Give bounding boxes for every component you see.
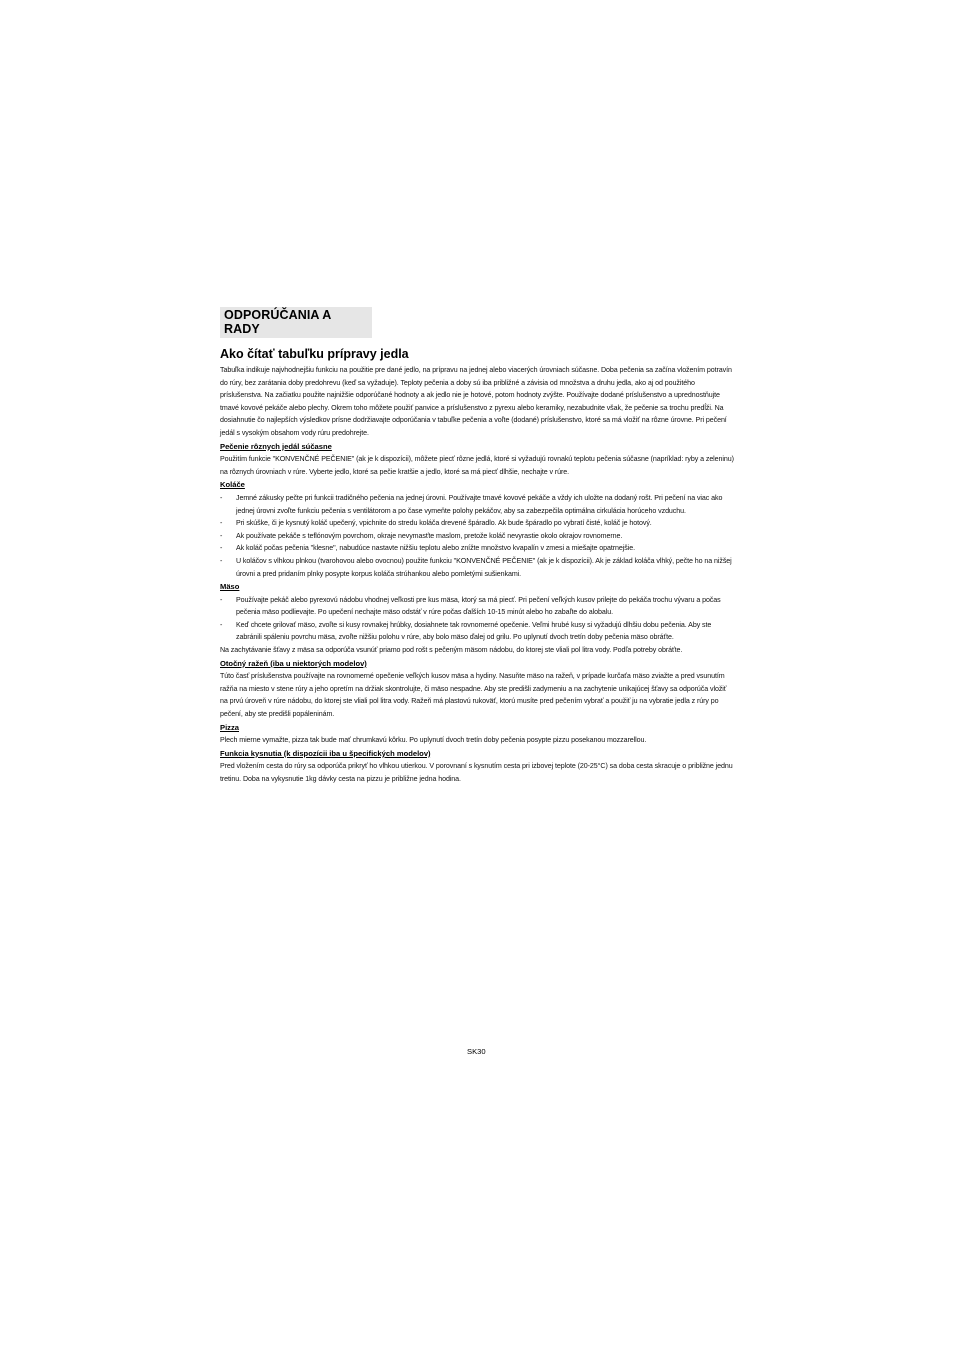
list-item	[220, 517, 734, 530]
section-banner: ODPORÚČANIA A RADY	[220, 307, 372, 338]
heading-rotisserie: Otočný ražeň (iba u niektorých modelov)	[220, 658, 367, 668]
list-dash: -	[220, 544, 223, 553]
list-item-text: Pri skúške, či je kysnutý koláč upečený, vpichnite do stredu koláča drevené špáradlo. Ak bude špáradlo po vybratí čisté, koláč je hotový.	[236, 519, 652, 528]
heading-proofing: Funkcia kysnutia (k dispozícii iba u špecifických modelov)	[220, 748, 431, 758]
list-item-text: Používajte pekáč alebo pyrexovú nádobu vhodnej veľkosti pre kus mäsa, ktorý sa má piecť. Pri pečení veľkých kusov prilejte do pekáča trochu vývaru a počas pečenia mäso podlievajte. Po upečení nechajte mäso odstáť v rúre počas ďalších 10-15 minút alebo ho zabaľte do alobalu.	[236, 595, 721, 617]
list-dash: -	[220, 519, 223, 528]
rotisserie-text: Túto časť príslušenstva používajte na rovnomerné opečenie veľkých kusov mäsa a hydiny. Nasuňte mäso na ražeň, v prípade kurčaťa mäso zviažte a pred vsunutím ražňa na miesto v stene rúry a jeho opretím na držiak skontrolujte, či mäso nespadne. Aby ste predišli zadymeniu a na zachytenie unikajúcej šťavy sa odporúča vložiť na prvú úroveň v rúre nádobu, do ktorej ste vliali pol litra vody. Ražeň má plastovú rukoväť, ktorú musíte pred pečením vybrať a použiť ju na vybratie jedla z rúry po pečení, aby ste predišli popáleninám.	[220, 672, 727, 719]
page-number: SK30	[467, 1047, 486, 1056]
heading-pizza: Pizza	[220, 722, 239, 732]
list-dash: -	[220, 595, 223, 604]
cakes-list	[220, 492, 734, 580]
main-heading: Ako čítať tabuľku prípravy jedla	[220, 347, 409, 361]
list-item-text: Ak používate pekáče s teflónovým povrchom, okraje nevymasťte maslom, pretože koláč nevyrastie okolo okrajov rovnomerne.	[236, 531, 623, 540]
meat-note: Na zachytávanie šťavy z mäsa sa odporúča vsunúť priamo pod rošt s pečeným mäsom nádobu, do ktorej ste vliali pol litra vody. Podľa potreby obráťte.	[220, 646, 683, 655]
list-item	[220, 530, 734, 543]
list-item	[220, 492, 734, 517]
meat-list	[220, 594, 734, 644]
document-content	[220, 307, 734, 786]
list-item-text: Ak koláč počas pečenia "klesne", nabudúce nastavte nižšiu teplotu alebo znížte množstvo kvapalín v zmesi a miešajte opatrnejšie.	[236, 544, 635, 553]
list-dash: -	[220, 531, 223, 540]
list-item	[220, 555, 734, 580]
list-item-text: Keď chcete grilovať mäso, zvoľte si kusy rovnakej hrúbky, dosiahnete tak rovnomerné opečenie. Veľmi hrubé kusy si vyžadujú dlhšiu dobu pečenia. Aby ste zabránili spáleniu povrchu mäsa, zvoľte nižšiu polohu v rúre, aby bolo mäso ďalej od grilu. Po uplynutí dvoch tretín doby pečenia mäso obráťte.	[236, 620, 712, 642]
simultaneous-baking-text: Použitím funkcie "KONVENČNÉ PEČENIE" (ak je k dispozícii), môžete piecť rôzne jedlá, ktoré si vyžadujú rovnakú teplotu pečenia súčasne (napríklad: ryby a zeleninu) na rôznych úrovniach v rúre. Vyberte jedlo, ktoré sa pečie kratšie a jedlo, ktoré sa má piecť dlhšie, nechajte v rúre.	[220, 455, 734, 476]
list-item	[220, 594, 734, 619]
proofing-text: Pred vložením cesta do rúry sa odporúča prikryť ho vlhkou utierkou. V porovnaní s kysnutím cesta pri izbovej teplote (20-25°C) sa doba cesta skracuje o približne jednu tretinu. Doba na vykysnutie 1kg dávky cesta na pizzu je približne jedna hodina.	[220, 762, 733, 783]
heading-meat: Mäso	[220, 582, 240, 592]
heading-simultaneous-baking: Pečenie rôznych jedál súčasne	[220, 441, 332, 451]
list-item	[220, 619, 734, 644]
list-item	[220, 542, 734, 555]
pizza-text: Plech mierne vymažte, pizza tak bude mať chrumkavú kôrku. Po uplynutí dvoch tretín doby pečenia posypte pizzu posekanou mozzarellou.	[220, 736, 647, 745]
list-item-text: Jemné zákusky pečte pri funkcii tradičného pečenia na jednej úrovni. Používajte tmavé kovové pekáče a vždy ich uložte na dodaný rošt. Pri pečení na viac ako jednej úrovni zvoľte funkciu pečenia s ventilátorom a po čase vymeňte polohy pekáčov, aby sa zabezpečila optimálna cirkulácia horúceho vzduchu.	[236, 493, 723, 515]
intro-paragraph: Tabuľka indikuje najvhodnejšiu funkciu na použitie pre dané jedlo, na prípravu na jednej alebo viacerých úrovniach súčasne. Doba pečenia sa začína vložením potravín do rúry, bez zarátania doby predohrevu (keď sa vyžaduje). Teploty pečenia a doby sú iba približné a závisia od množstva a druhu jedla, ako aj od použitého príslušenstva. Na začiatku použite najnižšie odporúčané hodnoty a ak jedlo nie je hotové, potom hodnoty zvýšte. Používajte dodané príslušenstvo a uprednostňujte tmavé kovové pekáče alebo plechy. Okrem toho môžete použiť panvice a príslušenstvo z pyrexu alebo keramiky, nezabudnite však, že pečenie sa trochu predĺži. Na dosiahnutie čo najlepších výsledkov prísne dodržiavajte odporúčania v tabuľke pečenia a voľte (dodané) príslušenstvo, ktoré sa má vložiť na rôzne úrovne. Pri pečení jedál s vysokým obsahom vody rúru predohrejte.	[220, 366, 732, 437]
heading-cakes: Koláče	[220, 480, 245, 490]
list-dash: -	[220, 493, 223, 502]
list-dash: -	[220, 556, 223, 565]
list-dash: -	[220, 620, 223, 629]
list-item-text: U koláčov s vlhkou plnkou (tvarohovou alebo ovocnou) použite funkciu "KONVENČNÉ PEČENIE" (ak je k dispozícii). Ak je základ koláča vlhký, pečte ho na nižšej úrovni a pred pridaním plnky posypte korpus koláča strúhankou alebo pomletými sušienkami.	[236, 556, 732, 578]
